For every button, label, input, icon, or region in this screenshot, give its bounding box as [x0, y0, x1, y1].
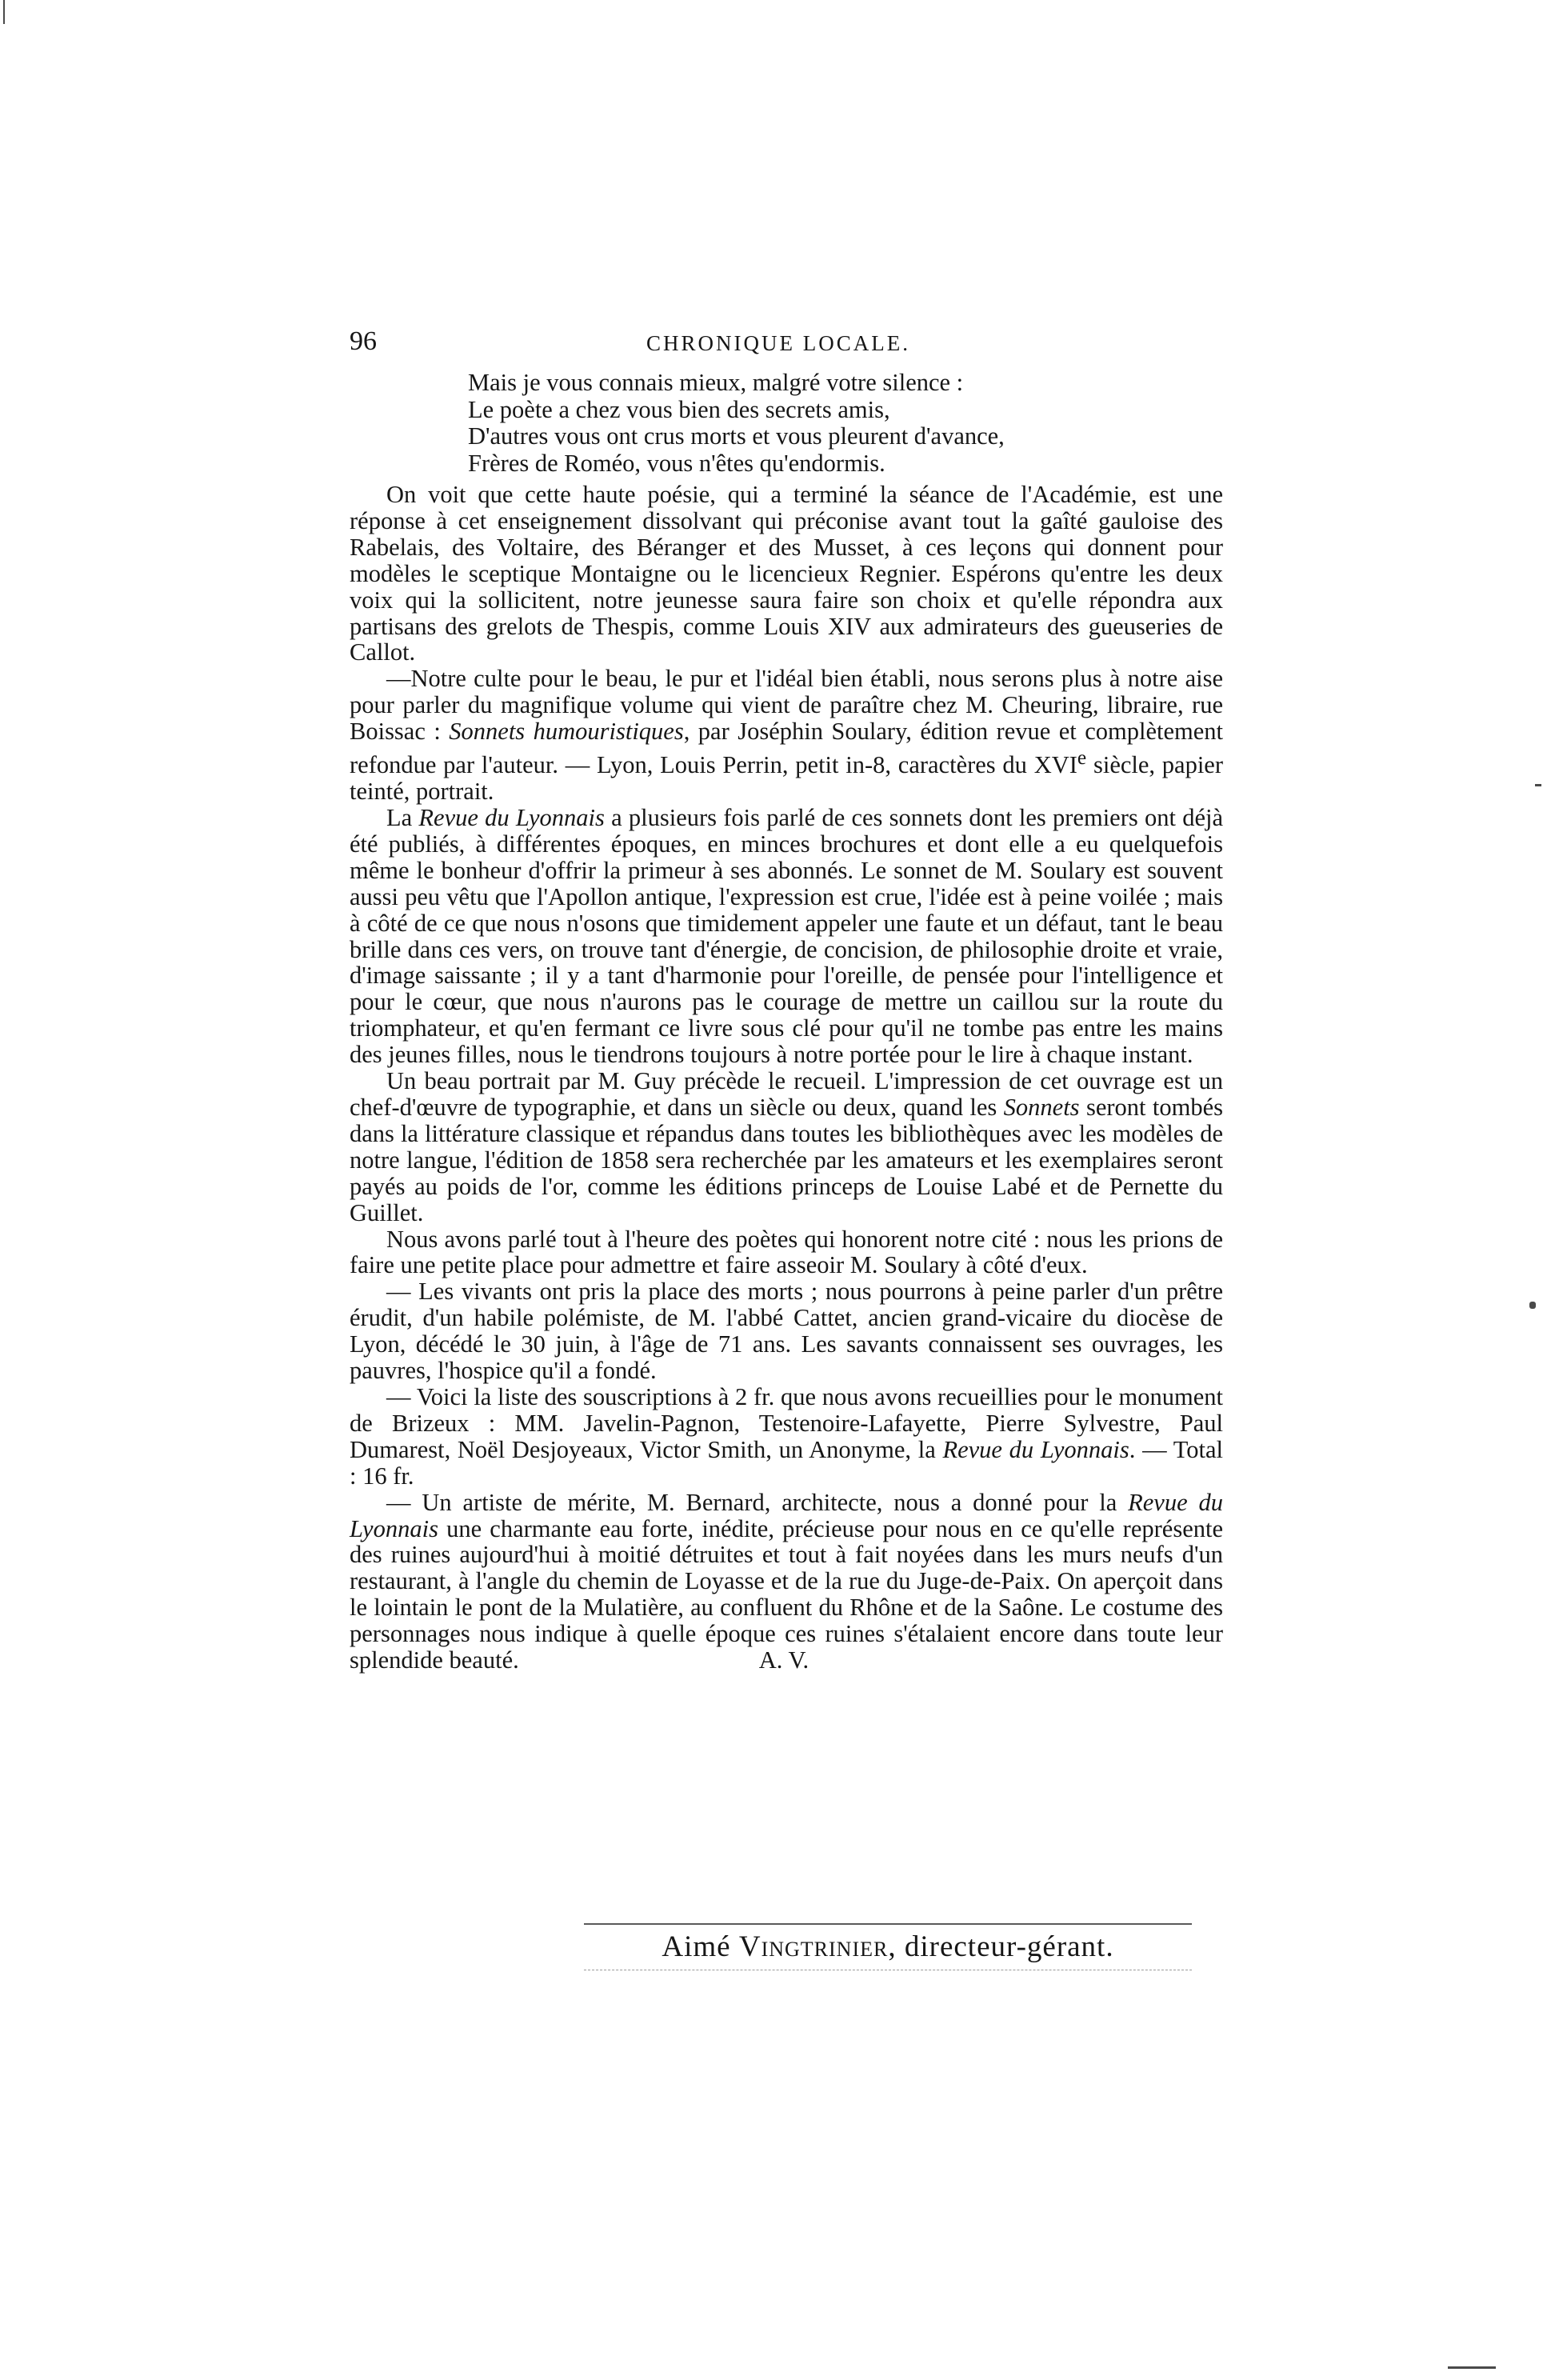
scan-edge-mark: [1529, 1302, 1536, 1309]
text-run: — Voici la liste des souscriptions à 2 fr. que nous avons recueillies pour le monument de Brizeux : MM. Javelin-Pagnon, Testenoire-Lafayette, Pierre Sylvestre, Paul Dumarest, Noël Desjoyeaux, Victor Smith, un Anonyme, la: [350, 1382, 1223, 1463]
text-run: a plusieurs fois parlé de ces sonnets dont les premiers ont déjà été publiés, à différentes époques, en minces brochures et dont elle a eu quelquefois même le bonheur d'offrir la primeur à ses abonnés. Le sonnet de M. Soulary est souvent aussi peu vêtu que l'Apollon antique, l'expression est crue, l'idée est à peine voilée ; mais à côté de ce que nous n'osons que timidement appeler une faute et un défaut, tant le beau brille dans ces vers, on trouve tant d'énergie, de concision, de philosophie droite et vraie, d'image saissante ; il y a tant d'harmonie pour l'oreille, de pensée pour l'intelligence et pour le cœur, que nous n'aurons pas le courage de mettre un caillou sur la route du triomphateur, et qu'en fermant ce livre sous clé pour qu'il ne tombe pas entre les mains des jeunes filles, nous le tiendrons toujours à notre portée pour le lire à chaque instant.: [350, 804, 1223, 1069]
scan-edge-mark: [1448, 2366, 1496, 2369]
signature-text: [662, 1930, 1113, 1964]
paragraph-sonnets-announcement: [350, 666, 1223, 805]
text-run: Un beau portrait par M. Guy précède le recueil. L'impression de cet ouvrage est un chef-d'œuvre de typographie, et dans un siècle ou deux, quand les: [350, 1067, 1223, 1121]
paragraph-obituary: — Les vivants ont pris la place des morts ; nous pourrons à peine parler d'un prêtre érudit, d'un habile polémiste, de M. l'abbé Cattet, ancien grand-vicaire du diocèse de Lyon, décédé le 30 juin, à l'âge de 71 ans. Les savants connaissent ses ouvrages, les pauvres, l'hospice qu'il a fondé.: [350, 1278, 1223, 1385]
book-title: Sonnets: [1003, 1094, 1080, 1121]
author-initials: A. V.: [758, 1646, 809, 1674]
journal-title: Revue du Lyonnais: [942, 1435, 1129, 1463]
superscript: e: [1077, 746, 1087, 770]
verse-line: D'autres vous ont crus morts et vous pleurent d'avance,: [468, 422, 1005, 450]
journal-title: Revue du Lyonnais: [418, 804, 605, 832]
text-run: . — Total : 16 fr.: [350, 1435, 1223, 1490]
paragraph-sonnets-review: [350, 805, 1223, 1068]
verse-stanza: [468, 370, 1188, 477]
verse-line: Frères de Roméo, vous n'êtes qu'endormis.: [468, 449, 885, 477]
signature-role: , directeur-gérant.: [888, 1930, 1114, 1963]
chronicle-body: [350, 482, 1223, 1674]
paragraph-poets: Nous avons parlé tout à l'heure des poètes qui honorent notre cité : nous les prions de faire une petite place pour admettre et faire asseoir M. Soulary à côté d'eux.: [350, 1225, 1223, 1279]
signature-surname: Vingtrinier: [738, 1930, 889, 1963]
paragraph-etching: [350, 1490, 1223, 1674]
book-title: Sonnets humouristiques: [449, 718, 684, 746]
text-run: une charmante eau forte, inédite, précieuse pour nous en ce qu'elle représente des ruines aujourd'hui à moitié détruites et tout à fait noyées dans les murs neufs d'un restaurant, à l'angle du chemin de Loyasse et de la rue du Juge-de-Paix. On aperçoit dans le lointain le pont de la Mulatière, au confluent du Rhône et de la Saône. Le costume des personnages nous indique à quelle époque ces ruines s'étalaient encore dans toute leur splendide beauté.: [350, 1514, 1223, 1674]
text-run: —Notre culte pour le beau, le pur et l'idéal bien établi, nous serons plus à notre aise pour parler du magnifique volume qui vient de paraître chez M. Cheuring, libraire, rue Boissac :: [350, 665, 1223, 746]
page-number: 96: [350, 326, 377, 356]
verse-line: Le poète a chez vous bien des secrets amis,: [468, 395, 890, 423]
running-head: [350, 326, 1207, 366]
paragraph-subscriptions: [350, 1384, 1223, 1490]
signature-first-name: Aimé: [662, 1930, 731, 1963]
text-run: , par Joséphin Soulary, édition revue et complètement refondue par l'auteur. — Lyon, Louis Perrin, petit in-8, caractères du XVI: [350, 718, 1223, 779]
text-run: — Un artiste de mérite, M. Bernard, architecte, nous a donné pour la: [386, 1488, 1129, 1516]
text-run: siècle, papier teinté, portrait.: [350, 751, 1223, 806]
paragraph-portrait: [350, 1068, 1223, 1226]
scan-edge-mark: [1535, 784, 1541, 786]
verse-line: Mais je vous connais mieux, malgré votre silence :: [468, 369, 964, 396]
scan-edge-mark: [3, 0, 5, 24]
text-run: La: [386, 804, 419, 832]
section-title: CHRONIQUE LOCALE.: [646, 331, 910, 355]
text-run: seront tombés dans la littérature classique et répandus dans toutes les bibliothèques avec les modèles de notre langue, l'édition de 1858 sera recherchée par les amateurs et les exemplaires seront payés au poids de l'or, comme les éditions princeps de Louise Labé et de Pernette du Guillet.: [350, 1094, 1223, 1226]
journal-title: Revue du Lyonnais: [350, 1488, 1223, 1542]
signature-line: [584, 1923, 1192, 1970]
paragraph-academie: On voit que cette haute poésie, qui a terminé la séance de l'Académie, est une réponse à cet enseignement dissolvant qui préconise avant tout la gaîté gauloise des Rabelais, des Voltaire, des Béranger et des Musset, à ces leçons qui donnent pour modèles le sceptique Montaigne ou le licencieux Regnier. Espérons qu'entre les deux voix qui la sollicitent, notre jeunesse saura faire son choix et qu'elle répondra aux partisans des grelots de Thespis, comme Louis XIV aux admirateurs des gueuseries de Callot.: [350, 481, 1223, 666]
